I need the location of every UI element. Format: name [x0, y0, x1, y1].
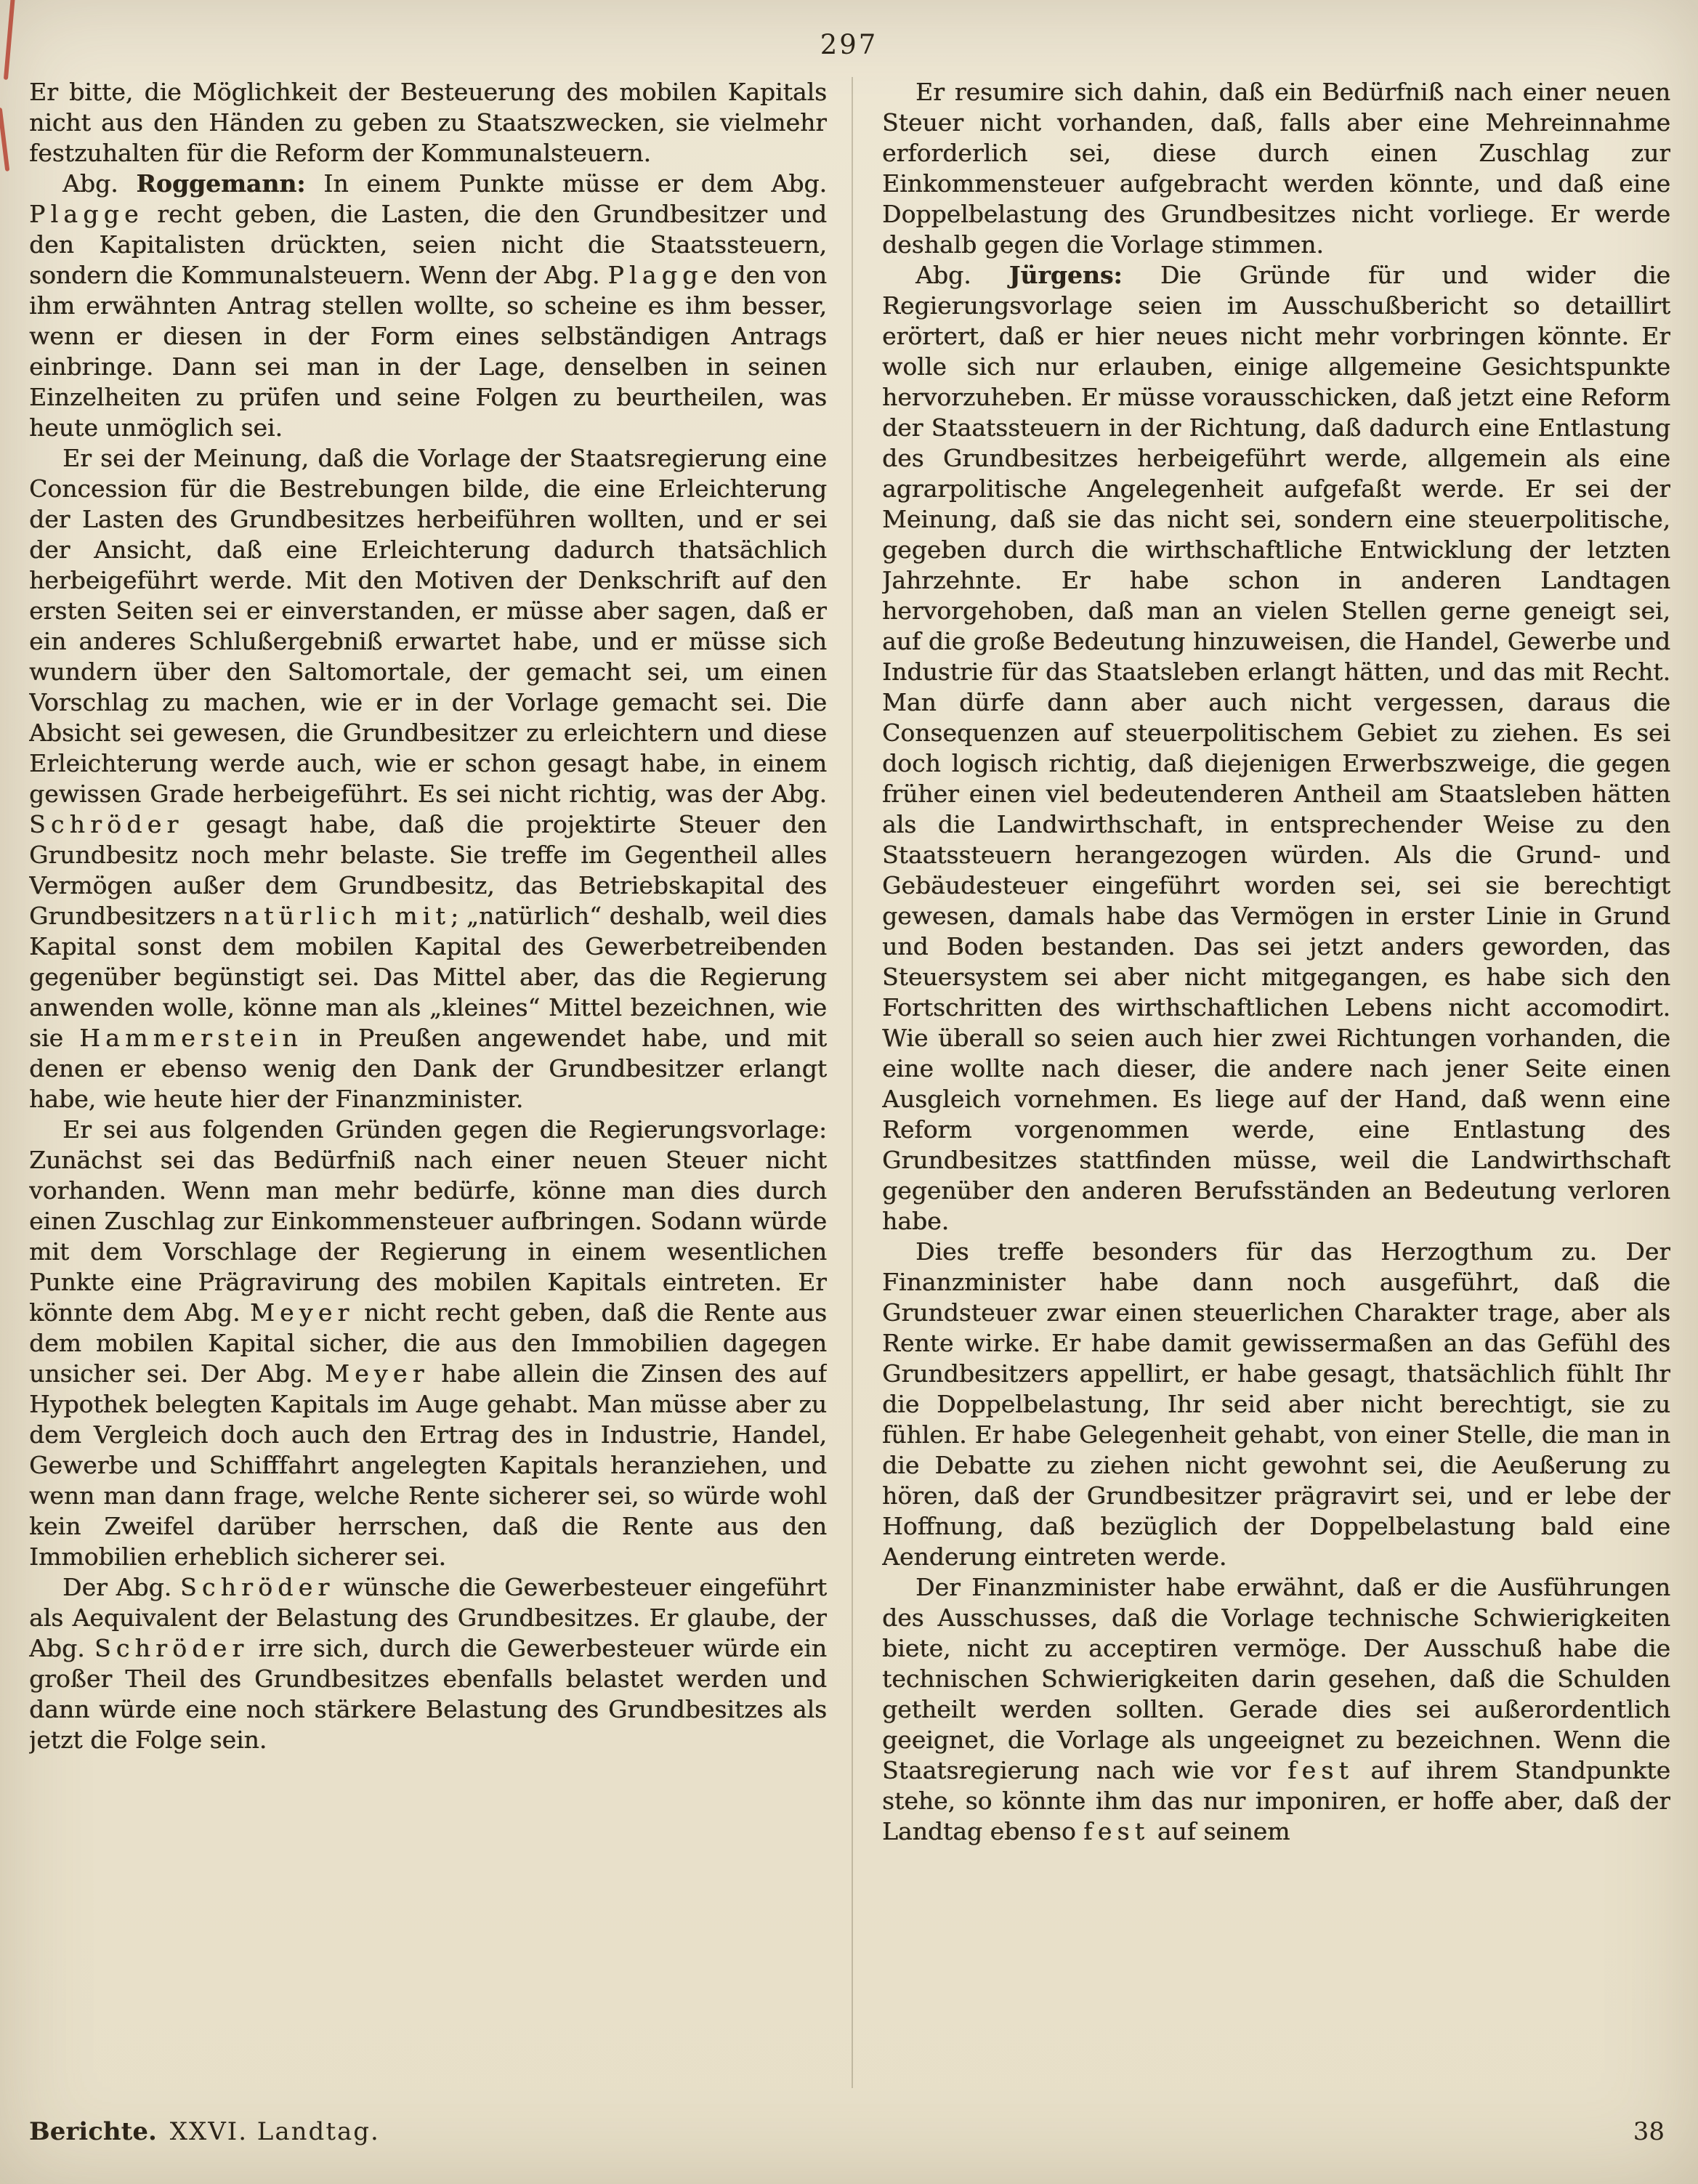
text-run: Dies treffe besonders für das Herzogthum zu. Der Finanzminister habe dann noch ausgeführt, daß die Grundsteuer zwar einen steuerlichen Charakter trage, aber als Rente wirke. Er habe damit gewissermaßen an das Gefühl des Grundbesitzers appellirt, er habe gesagt, thatsächlich fühlt Ihr die Doppelbelastung, Ihr seid aber nicht berechtigt, sie zu fühlen. Er habe Gelegenheit gehabt, von einer Stelle, die man in die Debatte zu ziehen nicht gewohnt sei, die Aeußerung zu hören, daß der Grundbesitzer prägravirt sei, und er lebe der Hoffnung, daß bezüglich der Doppelbelastung bald eine Aenderung eintreten werde. — [882, 1237, 1670, 1571]
text-run: gesagt habe, daß die projektirte Steuer den Grundbesitz noch mehr belaste. Sie treffe im Gegentheil alles Vermögen außer dem Grundbesitz, das Betriebskapital des Grundbesitzers — [29, 810, 827, 930]
text-run: Die Gründe für und wider die Regierungsvorlage seien im Ausschußbericht so detaillirt erörtert, daß er hier neues nicht mehr vorbringen könnte. Er wolle sich nur erlauben, einige allgemeine Gesichtspunkte hervorzuheben. Er müsse vorausschicken, daß jetzt eine Reform der Staatssteuern in der Richtung, daß dadurch eine Entlastung des Grundbesitzes herbeigeführt werde, allgemein als eine agrarpolitische Angelegenheit aufgefaßt werde. Er sei der Meinung, daß sie das nicht sei, sondern eine steuerpolitische, gegeben durch die wirthschaftliche Entwicklung der letzten Jahrzehnte. Er habe schon in anderen Landtagen hervorgehoben, daß man an vielen Stellen gerne geneigt sei, auf die große Bedeutung hinzuweisen, die Handel, Gewerbe und Industrie für das Staatsleben erlangt hätten, und das mit Recht. Man dürfe dann aber auch nicht vergessen, daraus die Consequenzen auf steuerpolitischem Gebiet zu ziehen. Es sei doch logisch richtig, daß diejenigen Erwerbszweige, die gegen früher einen viel bedeutenderen Antheil am Staatsleben hätten als die Landwirthschaft, in entsprechender Weise zu den Staatssteuern herangezogen würden. Als die Grund- und Gebäudesteuer eingeführt worden sei, sei sie berechtigt gewesen, damals habe das Vermögen in erster Linie in Grund und Boden bestanden. Das sei jetzt anders geworden, das Steuersystem sei aber nicht mitgegangen, es habe sich den Fortschritten des wirthschaftlichen Lebens nicht accomodirt. Wie überall so seien auch hier zwei Richtungen vorhanden, die eine wollte nach dieser, die andere nach jener Seite einen Ausgleich vornehmen. Es liege auf der Hand, daß wenn eine Reform vorgenommen werde, eine Entlastung des Grundbesitzes stattfinden müsse, weil die Landwirthschaft gegenüber den anderen Berufsständen an Bedeutung verloren habe. — [882, 261, 1670, 1235]
text-run: Er bitte, die Möglichkeit der Besteuerung des mobilen Kapitals nicht aus den Händen zu geben zu Staatszwecken, sie vielmehr festzuhalten für die Reform der Kommunalsteuern. — [29, 78, 827, 167]
text-run: auf ihrem Standpunkte stehe, so könnte ihm das nur imponiren, er hoffe aber, daß der Landtag ebenso — [882, 1756, 1670, 1845]
red-margin-mark — [0, 108, 9, 171]
paragraph — [29, 77, 827, 169]
left-column — [29, 77, 827, 2088]
text-run: Plagge — [607, 261, 723, 289]
text-run: Abg. — [62, 169, 137, 198]
text-run: In einem Punkte müsse er dem Abg. — [305, 169, 827, 198]
text-run: nicht recht geben, daß die Rente aus dem mobilen Kapital sicher, die aus den Immobilien dagegen unsicher sei. Der Abg. — [29, 1298, 827, 1388]
paragraph — [29, 1115, 827, 1572]
text-run: Schröder — [29, 810, 184, 838]
paragraph — [29, 1572, 827, 1755]
page-number: 297 — [820, 29, 878, 60]
text-run: Plagge — [29, 200, 144, 228]
sheet-number: 38 — [1633, 2117, 1665, 2146]
text-run: Er sei der Meinung, daß die Vorlage der Staatsregierung eine Concession für die Bestrebungen bilde, die eine Erleichterung der Lasten des Grundbesitzes herbeiführen wollten, und er sei der Ansicht, daß eine Erleichterung dadurch thatsächlich herbeigeführt werde. Mit den Motiven der Denkschrift auf den ersten Seiten sei er einverstanden, er müsse aber sagen, daß er ein anderes Schlußergebniß erwartet habe, und er müsse sich wundern über den Saltomortale, der gemacht sei, um einen Vorschlag zu machen, wie er in der Vorlage gemacht sei. Die Absicht sei gewesen, die Grundbesitzer zu erleichtern und diese Erleichterung werde auch, wie er schon gesagt habe, in einem gewissen Grade herbeigeführt. Es sei nicht richtig, was der Abg. — [29, 444, 827, 808]
text-columns — [29, 77, 1670, 2088]
text-run: in Preußen angewendet habe, und mit denen er ebenso wenig den Dank der Grundbesitzer erlangt habe, wie heute hier der Finanzminister. — [29, 1024, 827, 1113]
text-run: recht geben, die Lasten, die den Grundbesitzer und den Kapitalisten drückten, seien nicht die Staatssteuern, sondern die Kommunalsteuern. Wenn der Abg. — [29, 200, 827, 289]
right-column — [882, 77, 1670, 2088]
text-run: irre sich, durch die Gewerbesteuer würde ein großer Theil des Grundbesitzes ebenfalls belastet werden und dann würde eine noch stärkere Belastung des Grundbesitzes als jetzt die Folge sein. — [29, 1634, 827, 1754]
footer-series-label: Berichte. — [29, 2117, 157, 2146]
paragraph — [882, 1572, 1670, 1847]
paragraph — [882, 77, 1670, 260]
text-run: auf seinem — [1149, 1817, 1290, 1845]
text-run: Er sei aus folgenden Gründen gegen die Regierungsvorlage: Zunächst sei das Bedürfniß nach einer neuen Steuer nicht vorhanden. Wenn man mehr bedürfe, könne man dies durch einen Zuschlag zur Einkommensteuer aufbringen. Sodann würde mit dem Vorschlage der Regierung in einem wesentlichen Punkte eine Prägravirung des mobilen Kapitals eintreten. Er könnte dem Abg. — [29, 1115, 827, 1327]
text-run: Der Abg. — [62, 1573, 180, 1601]
text-run: Meyer — [249, 1298, 355, 1327]
paragraph — [882, 1237, 1670, 1572]
text-run: natürlich mit — [223, 902, 450, 930]
text-run: den von ihm erwähnten Antrag stellen wollte, so scheine es ihm besser, wenn er diesen in der Form eines selbständigen Antrags einbringe. Dann sei man in der Lage, denselben in seinen Einzelheiten zu prüfen und seine Folgen zu beurtheilen, was heute unmöglich sei. — [29, 261, 827, 442]
text-run: Schröder — [94, 1634, 249, 1662]
paragraph — [882, 260, 1670, 1237]
paragraph — [29, 443, 827, 1115]
text-run: ; „natürlich“ deshalb, weil dies Kapital sonst dem mobilen Kapital des Gewerbetreibenden gegenüber begünstigt sei. Das Mittel aber, das die Regierung anwenden wolle, könne man als „kleines“ Mittel bezeichnen, wie sie — [29, 902, 827, 1052]
text-run: Abg. — [915, 261, 1009, 289]
text-run: habe allein die Zinsen des auf Hypothek belegten Kapitals im Auge gehabt. Man müsse aber zu dem Vergleich doch auch den Ertrag des in Industrie, Handel, Gewerbe und Schifffahrt angelegten Kapitals heranziehen, und wenn man dann frage, welche Rente sicherer sei, so würde wohl kein Zweifel darüber herrschen, daß die Rente aus den Immobilien erheblich sicherer sei. — [29, 1359, 827, 1571]
text-run: Der Finanzminister habe erwähnt, daß er die Ausführungen des Ausschusses, daß die Vorlage technische Schwierigkeiten biete, nicht zu acceptiren vermöge. Der Ausschuß habe die technischen Schwierigkeiten darin gesehen, daß die Schulden getheilt werden sollten. Gerade dies sei außerordentlich geeignet, die Vorlage als ungeeignet zu bezeichnen. Wenn die Staatsregierung nach wie vor — [882, 1573, 1670, 1784]
speaker-name: Roggemann: — [136, 169, 306, 198]
text-run: Hammerstein — [79, 1024, 303, 1052]
text-run: Meyer — [325, 1359, 429, 1388]
text-run: wünsche die Gewerbesteuer eingeführt als Aequivalent der Belastung des Grundbesitzes. Er glaube, der Abg. — [29, 1573, 827, 1662]
paragraph — [29, 169, 827, 443]
speaker-name: Jürgens: — [1008, 261, 1123, 289]
footer-session-label: XXVI. Landtag. — [169, 2117, 380, 2146]
footer-signature — [29, 2117, 380, 2146]
text-run: fest — [1083, 1817, 1150, 1845]
column-divider — [852, 77, 853, 2088]
page-footer — [29, 2117, 1665, 2146]
text-run: Schröder — [179, 1573, 335, 1601]
text-run: Er resumire sich dahin, daß ein Bedürfniß nach einer neuen Steuer nicht vorhanden, daß, falls aber eine Mehreinnahme erforderlich sei, diese durch einen Zuschlag zur Einkommensteuer aufgebracht werden könnte, und daß eine Doppelbelastung des Grundbesitzes nicht vorliege. Er werde deshalb gegen die Vorlage stimmen. — [882, 78, 1670, 259]
text-run: fest — [1287, 1756, 1354, 1784]
